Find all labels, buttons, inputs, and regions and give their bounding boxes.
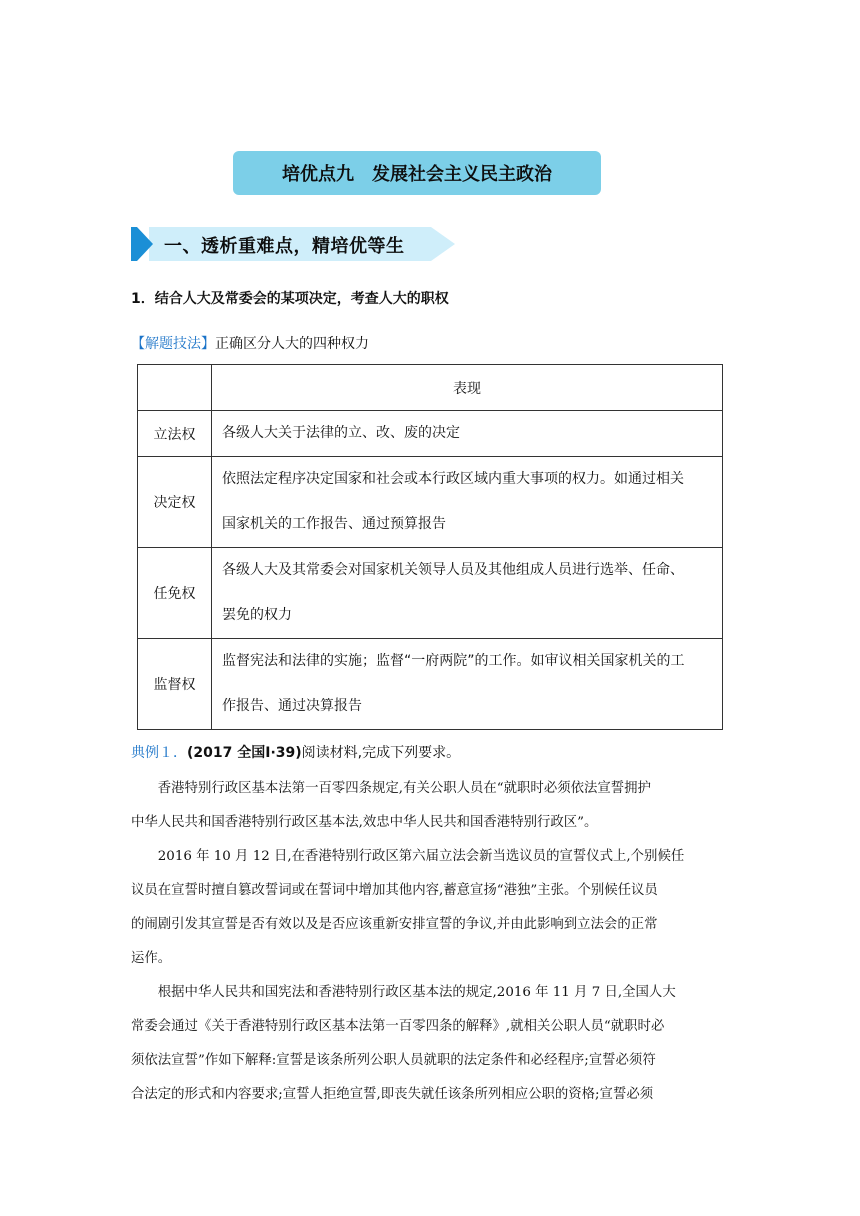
para-line: 常委会通过《关于香港特别行政区基本法第一百零四条的解释》,就相关公职人员“就职时必: [131, 1019, 665, 1034]
tip-tag: 【解题技法】: [131, 336, 215, 352]
power-name: 监督权: [138, 639, 212, 730]
para-line: 议员在宣誓时擅自篡改誓词或在誓词中增加其他内容,蓄意宣扬“港独”主张。个别候任议员: [131, 883, 658, 898]
tip-text: 正确区分人大的四种权力: [215, 336, 369, 352]
desc-line: 依照法定程序决定国家和社会或本行政区域内重大事项的权力。如通过相关: [222, 471, 684, 487]
table-header-empty: [138, 365, 212, 411]
example-label: 典例１．: [131, 745, 187, 761]
para-line: 根据中华人民共和国宪法和香港特别行政区基本法的规定,2016 年 11 月 7 日,全国人大: [131, 985, 676, 1000]
section-title: 一、透析重难点，精培优等生: [164, 236, 405, 257]
desc-line: 罢免的权力: [222, 607, 292, 623]
table-header-manifestation: 表现: [212, 365, 723, 411]
table-row: [138, 639, 723, 730]
desc-line: 各级人大关于法律的立、改、废的决定: [222, 425, 460, 441]
tip-line: [131, 333, 369, 353]
power-name: 立法权: [138, 411, 212, 457]
table-row: [138, 411, 723, 457]
example-text: 阅读材料,完成下列要求。: [301, 745, 461, 761]
example-line: [131, 742, 460, 762]
material-paragraph-1: [131, 772, 731, 840]
power-desc: [212, 639, 723, 730]
para-line: 的闹剧引发其宣誓是否有效以及是否应该重新安排宣誓的争议,并由此影响到立法会的正常: [131, 917, 658, 932]
material-paragraph-3: [131, 976, 731, 1112]
desc-line: 国家机关的工作报告、通过预算报告: [222, 516, 446, 532]
desc-line: 作报告、通过决算报告: [222, 698, 362, 714]
desc-line: 各级人大及其常委会对国家机关领导人员及其他组成人员进行选举、任命、: [222, 562, 684, 578]
para-line: 中华人民共和国香港特别行政区基本法,效忠中华人民共和国香港特别行政区”。: [131, 815, 598, 830]
power-desc: [212, 548, 723, 639]
power-name: 任免权: [138, 548, 212, 639]
power-desc: [212, 411, 723, 457]
table-row: [138, 457, 723, 548]
para-line: 香港特别行政区基本法第一百零四条规定,有关公职人员在“就职时必须依法宣誓拥护: [131, 781, 651, 796]
powers-table: [137, 364, 723, 730]
example-source: (2017 全国Ⅰ·39): [187, 745, 302, 761]
material-paragraph-2: [131, 840, 731, 976]
desc-line: 监督宪法和法律的实施；监督“一府两院”的工作。如审议相关国家机关的工: [222, 653, 685, 669]
section-banner: [131, 225, 457, 263]
para-line: 运作。: [131, 951, 172, 966]
page-title: 培优点九 发展社会主义民主政治: [233, 151, 601, 195]
power-desc: [212, 457, 723, 548]
topic-heading: 1．结合人大及常委会的某项决定，考查人大的职权: [131, 291, 449, 307]
table-row: [138, 548, 723, 639]
para-line: 合法定的形式和内容要求;宣誓人拒绝宣誓,即丧失就任该条所列相应公职的资格;宣誓必须: [131, 1087, 654, 1102]
para-line: 2016 年 10 月 12 日,在香港特别行政区第六届立法会新当选议员的宣誓仪式上,个别候任: [131, 849, 685, 864]
power-name: 决定权: [138, 457, 212, 548]
para-line: 须依法宣誓”作如下解释:宣誓是该条所列公职人员就职的法定条件和必经程序;宣誓必须符: [131, 1053, 656, 1068]
